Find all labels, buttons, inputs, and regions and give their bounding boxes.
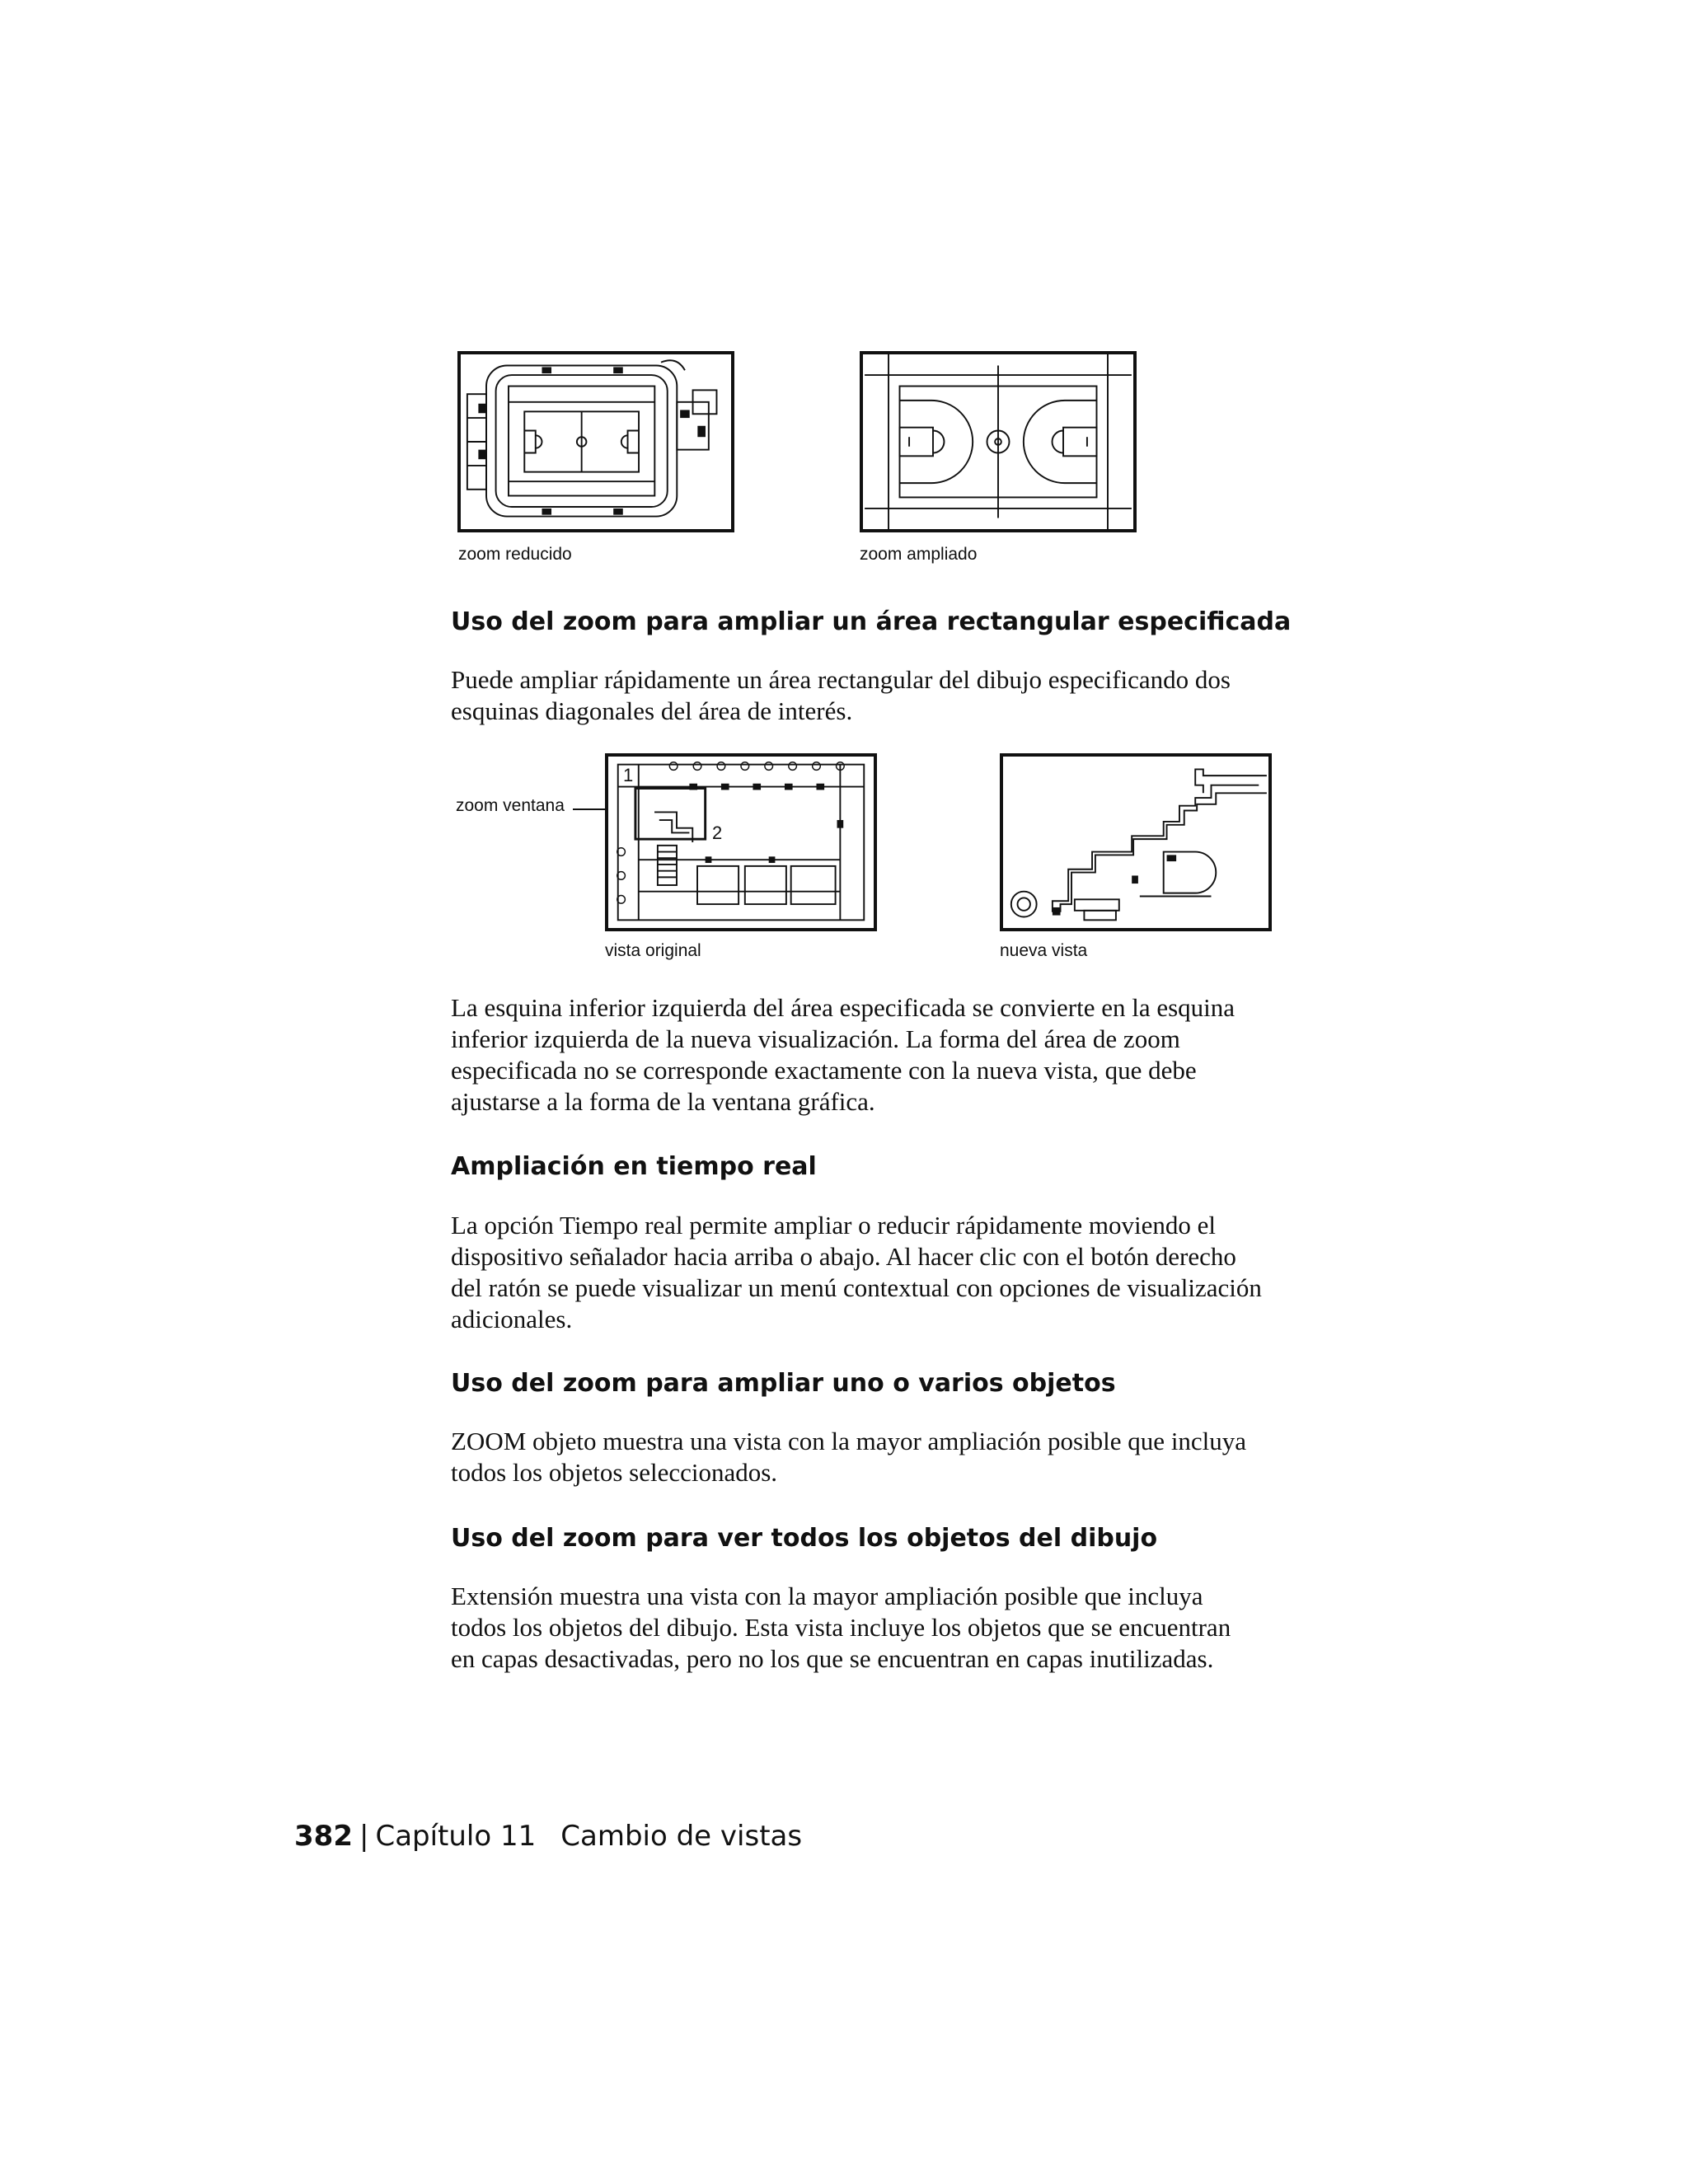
chapter-label: Capítulo 11 [375,1820,537,1853]
text-line: dispositivo señalador hacia arriba o abajo. Al hacer clic con el botón derecho [451,1242,1236,1271]
rect-zoom-paragraph [451,664,1341,727]
text-line: La opción Tiempo real permite ampliar o reducir rápidamente moviendo el [451,1211,1216,1240]
realtime-paragraph [451,1210,1341,1335]
corner-point-2: 2 [712,823,723,843]
rect-zoom-heading: Uso del zoom para ampliar un área rectangular especificada [451,607,1292,636]
text-line: todos los objetos seleccionados. [451,1458,778,1487]
zoom-in-caption: zoom ampliado [860,545,978,564]
text-line: inferior izquierda de la nueva visualización. La forma del área de zoom [451,1024,1180,1053]
zoom-out-figure [457,351,734,532]
text-line: ZOOM objeto muestra una vista con la mayor ampliación posible que incluya [451,1427,1247,1455]
all-objects-heading: Uso del zoom para ver todos los objetos del dibujo [451,1524,1158,1553]
page-number: 382 [294,1820,353,1853]
lower-left-corner-paragraph [451,992,1341,1118]
objects-zoom-paragraph [451,1426,1341,1488]
realtime-heading: Ampliación en tiempo real [451,1152,817,1181]
new-view-drawing [1003,757,1268,928]
zoom-out-drawing [461,354,731,529]
text-line: Puede ampliar rápidamente un área rectangular del dibujo especificando dos [451,665,1231,694]
text-line: ajustarse a la forma de la ventana gráfica. [451,1087,875,1116]
original-view-caption: vista original [605,941,701,960]
footer-separator: | [359,1820,369,1853]
all-objects-paragraph [451,1581,1341,1675]
text-line: todos los objetos del dibujo. Esta vista incluye los objetos que se encuentran [451,1613,1231,1642]
text-line: esquinas diagonales del área de interés. [451,696,853,725]
text-line: La esquina inferior izquierda del área especificada se convierte en la esquina [451,993,1236,1022]
corner-point-1: 1 [623,765,634,785]
chapter-title: Cambio de vistas [560,1820,803,1853]
original-view-drawing [608,757,874,928]
original-view-figure [605,753,877,931]
text-line: del ratón se puede visualizar un menú contextual con opciones de visualización [451,1273,1262,1302]
text-line: Extensión muestra una vista con la mayor ampliación posible que incluya [451,1582,1203,1610]
page-footer [294,1820,802,1853]
new-view-figure [1000,753,1272,931]
new-view-caption: nueva vista [1000,941,1088,960]
zoom-out-caption: zoom reducido [458,545,572,564]
zoom-in-figure [860,351,1137,532]
text-line: en capas desactivadas, pero no los que se encuentran en capas inutilizadas. [451,1644,1214,1673]
objects-zoom-heading: Uso del zoom para ampliar uno o varios objetos [451,1369,1116,1398]
window-zoom-label: zoom ventana [456,796,565,815]
text-line: adicionales. [451,1305,573,1333]
text-line: especificada no se corresponde exactamente con la nueva vista, que debe [451,1056,1197,1085]
zoom-window-rectangle [635,789,706,840]
zoom-in-drawing [863,354,1133,529]
